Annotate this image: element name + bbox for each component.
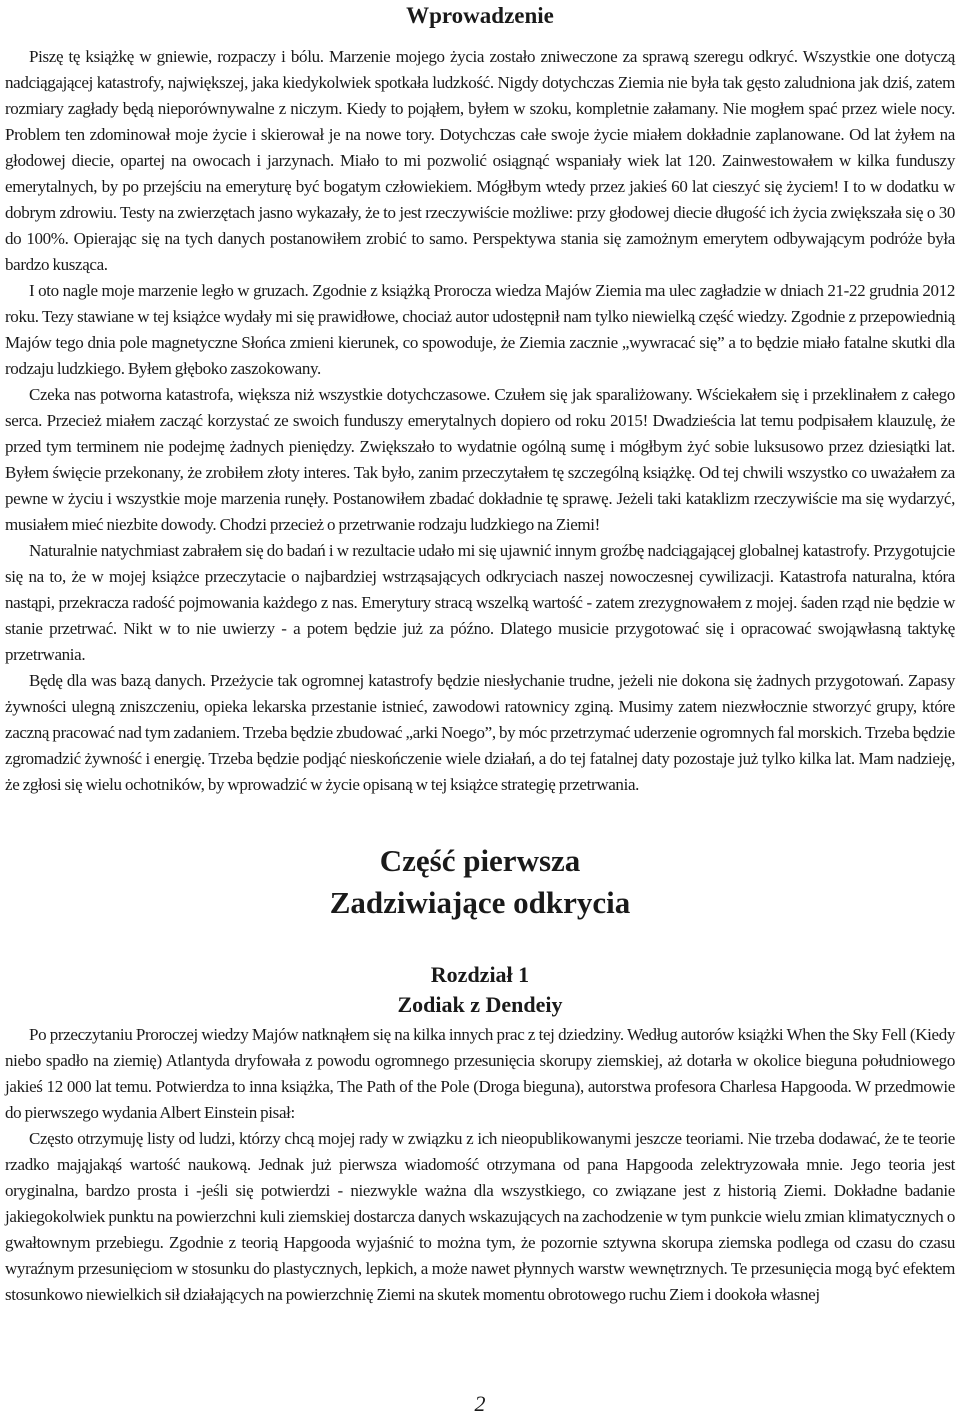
part-title: Zadziwiające odkrycia <box>329 885 631 920</box>
page-number: 2 <box>0 1392 960 1416</box>
paragraph: Piszę tę książkę w gniewie, rozpaczy i bólu. Marzenie mojego życia zostało zniweczone za sprawą szeregu odkryć. Wszystkie one dotyczą nadciągającej katastrofy, największej, jaka kiedykolwiek spotkała ludzkość. Nigdy dotychczas Ziemia nie była tak gęsto zaludniona jak dziś, zatem rozmiary zagłady będą nieporównywalne z niczym. Kiedy to pojąłem, byłem w szoku, kompletnie załamany. Nie mogłem spać przez wiele nocy. Problem ten zdominował moje życie i skierował je na nowe tory. Dotychczas całe swoje życie miałem dokładnie zaplanowane. Od lat żyłem na głodowej diecie, opartej na owocach i jarzynach. Miało to mi pozwolić osiągnąć wspaniały wiek lat 120. Zainwestowałem w kilka funduszy emerytalnych, by po przejściu na emeryturę być bogatym człowiekiem. Mógłbym wtedy przez jakieś 60 lat cieszyć się życiem! I to w dodatku w dobrym zdrowiu. Testy na zwierzętach jasno wykazały, że to jest rzeczywiście możliwe: przy głodowej diecie długość ich życia zwiększała się o 30 do 100%. Opierając się na tych danych postanowiłem zrobić to samo. Perspektywa stania się zamożnym emerytem odbywającym podróże była bardzo kusząca. <box>5 47 955 274</box>
paragraph: I oto nagle moje marzenie legło w gruzach. Zgodnie z książką Proroczа wiedza Majów Ziemia ma ulec zagładzie w dniach 21-22 grudnia 2012 roku. Tezy stawiane w tej książce wydały mi się prawidłowe, chociaż autor udostępnił nam tylko niewielką część wiedzy. Zgodnie z przepowiednią Majów tego dnia pole magnetyczne Słońca zmieni kierunek, co spowoduje, że Ziemia zacznie „wywracać się” a to będzie miało fatalne skutki dla rodzaju ludzkiego. Byłem głęboko zaszokowany. <box>5 281 955 378</box>
chapter-number: Rozdział 1 <box>430 962 530 987</box>
part-number: Część pierwsza <box>379 843 581 878</box>
chapter-body <box>5 1022 955 1308</box>
paragraph: Naturalnie natychmiast zabrałem się do badań i w rezultacie udało mi się ujawnić innym groźbę nadciągającej globalnej katastrofy. Przygotujcie się na to, że w mojej książce przeczytacie o najbardziej wstrząsających odkryciach naszej nowoczesnej cywilizacji. Katastrofa naturalna, która nastąpi, przekracza radość pojmowania każdego z nas. Emerytury stracą wszelką wartość - zatem zrezygnowałem z mojej. śaden rząd nie będzie w stanie przetrwać. Nikt w to nie uwierzy - a potem będzie już za późno. Dlatego musicie przygotować się i opracować swojąwłasną taktykę przetrwania. <box>5 541 955 664</box>
paragraph: Po przeczytaniu Proroczej wiedzy Majów natknąłem się na kilka innych prac z tej dziedziny. Według autorów książki When the Sky Fell (Kiedy niebo spadło na ziemię) Atlantyda dryfowała z powodu ogromnego przesunięcia skorupy ziemskiej, aż dotarła w okolice bieguna południowego jakieś 12 000 lat temu. Potwierdza to inna książka, The Path of the Pole (Droga bieguna), autorstwa profesora Charlesa Hapgooda. W przedmowie do pierwszego wydania Albert Einstein pisał: <box>5 1025 955 1122</box>
quote-paragraph: Często otrzymuję listy od ludzi, którzy chcą mojej rady w związku z ich nieopublikowanymi jeszcze teoriami. Nie trzeba dodawać, że te teorie rzadko mająjakąś wartość naukową. Jednak już pierwsza wiadomość otrzymana od pana Hapgooda zelektryzowała mnie. Jego teoria jest oryginalna, bardzo prosta i -jeśli się potwierdzi - niezwykle ważna dla wszystkiego, co związane jest z historią Ziemi. Dokładne badanie jakiegokolwiek punktu na powierzchni kuli ziemskiej dostarcza danych wskazujących na zachodzenie w tym punkcie wielu zmian klimatycznych o gwałtownym przebiegu. Zgodnie z teorią Hapgooda wyjaśnić to można tym, że pozornie sztywna skorupa ziemska podlega od czasu do czasu wyraźnym przesunięciom w stosunku do plastycznych, lepkich, a może nawet płynnych warstw wewnętrznych. Te przesunięcia mogą być efektem stosunkowo niewielkich sił działających na powierzchnię Ziemi na skutek momentu obrotowego ruchu Ziem i dookoła własnej <box>5 1129 955 1304</box>
intro-body <box>5 44 955 798</box>
chapter-title: Zodiak z Dendeiy <box>397 992 563 1017</box>
section-title: Wprowadzenie <box>406 3 554 28</box>
paragraph: Czeka nas potworna katastrofa, większa niż wszystkie dotychczasowe. Czułem się jak sparaliżowany. Wściekałem się i przeklinałem z całego serca. Przecież miałem zacząć korzystać ze swoich funduszy emerytalnych dopiero od roku 2015! Dwadzieścia lat temu podpisałem klauzulę, że przed tym terminem nie podejmę żadnych pieniędzy. Zwiększało to wydatnie ogólną sumę i mógłbym żyć sobie luksusowo przez dziesiątki lat. Byłem święcie przekonany, że zrobiłem złoty interes. Tak było, zanim przeczytałem tę szczególną książkę. Od tej chwili wszystko co uważałem za pewne w życiu i wszystkie moje marzenia runęły. Postanowiłem zbadać dokładnie tę sprawę. Jeżeli taki kataklizm rzeczywiście ma się wydarzyć, musiałem mieć niezbite dowody. Chodzi przecież o przetrwanie rodzaju ludzkiego na Ziemi! <box>5 385 955 534</box>
book-page <box>5 0 955 1308</box>
paragraph: Będę dla was bazą danych. Przeżycie tak ogromnej katastrofy będzie niesłychanie trudne, jeżeli nie dokona się żadnych przygotowań. Zapasy żywności ulegną zniszczeniu, opieka lekarska przestanie istnieć, zawodowi ratownicy zginą. Musimy zatem niezwłocznie stworzyć grupy, które zaczną pracować nad tym zadaniem. Trzeba będzie zbudować „arki Noego”, by móc przetrzymać uderzenie ogromnych fal morskich. Trzeba będzie zgromadzić żywność i energię. Trzeba będzie podjąć nieskończenie wiele działań, a do tej fatalnej daty pozostaje już tylko kilka lat. Mam nadzieję, że zgłosi się wielu ochotników, by wprowadzić w życie opisaną w tej książce strategię przetrwania. <box>5 671 955 794</box>
